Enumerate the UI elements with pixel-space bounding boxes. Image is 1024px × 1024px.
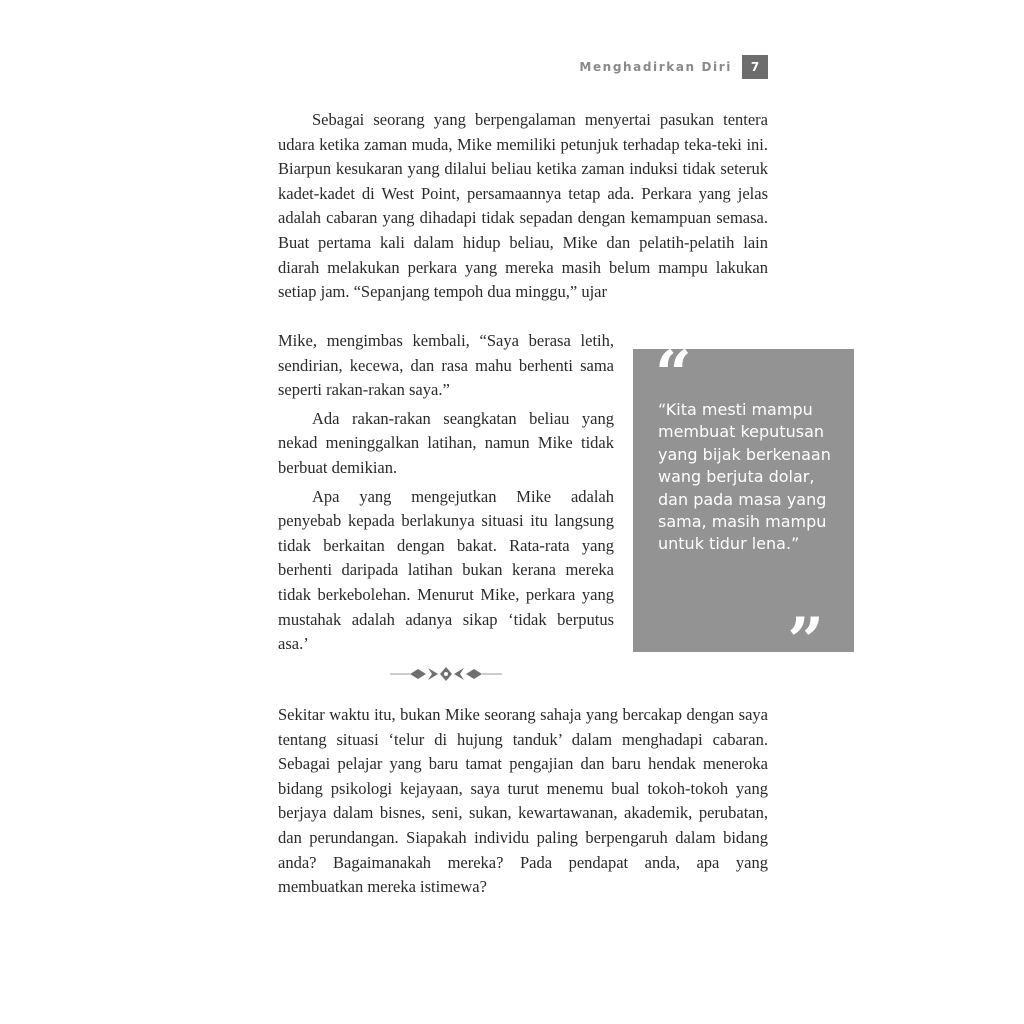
open-quote-icon: “: [655, 337, 692, 412]
paragraph: Mike, mengimbas kembali, “Saya berasa letih, sendirian, kecewa, dan rasa mahu berhenti sama seperti rakan-rakan saya.”: [278, 331, 614, 400]
running-title: Menghadirkan Diri: [579, 60, 732, 74]
pull-quote-box: [633, 337, 854, 679]
decorative-divider-icon: [388, 662, 504, 686]
body-text-middle: [278, 329, 614, 657]
close-quote-icon: ”: [787, 604, 824, 679]
running-header: [540, 55, 768, 79]
paragraph: Sebagai seorang yang berpengalaman menyertai pasukan tentera udara ketika zaman muda, Mike memiliki petunjuk terhadap teka-teki ini. Biarpun kesukaran yang dilalui beliau ketika zaman induksi tidak seteruk kadet-kadet di West Point, persamaannya tetap ada. Perkara yang jelas adalah cabaran yang dihadapi tidak sepadan dengan kemampuan semasa. Buat pertama kali dalam hidup beliau, Mike dan pelatih-pelatih lain diarah melakukan perkara yang mereka masih belum mampu lakukan setiap jam. “Sepanjang tempoh dua minggu,” ujar: [278, 110, 768, 302]
paragraph: Sekitar waktu itu, bukan Mike seorang sahaja yang bercakap dengan saya tentang situasi ‘telur di hujung tanduk’ dalam menghadapi cabaran. Sebagai pelajar yang baru tamat pengajian dan baru hendak meneroka bidang psikologi kejayaan, saya turut menemu bual tokoh-tokoh yang berjaya dalam bisnes, seni, sukan, kewartawanan, akademik, perubatan, dan perundangan. Siapakah individu paling berpengaruh dalam bidang anda? Bagaimanakah mereka? Pada pendapat anda, apa yang membuatkan mereka istimewa?: [278, 705, 768, 897]
body-text-top: [278, 108, 768, 305]
paragraph: Ada rakan-rakan seangkatan beliau yang nekad meninggalkan latihan, namun Mike tidak berbuat demikian.: [278, 408, 614, 477]
paragraph: Apa yang mengejutkan Mike adalah penyebab kepada berlakunya situasi itu langsung tidak berkaitan dengan bakat. Rata-rata yang berhenti daripada latihan bukan kerana mereka tidak berkebolehan. Menurut Mike, perkara yang mustahak adalah adanya sikap ‘tidak berputus asa.’: [278, 486, 614, 654]
body-text-bottom: [278, 703, 768, 900]
pull-quote-text: “Kita mesti mampu membuat keputusan yang bijak berkenaan wang berjuta dolar, dan pada masa yang sama, masih mampu untuk tidur lena.”: [658, 400, 831, 554]
page-number: 7: [742, 55, 768, 79]
